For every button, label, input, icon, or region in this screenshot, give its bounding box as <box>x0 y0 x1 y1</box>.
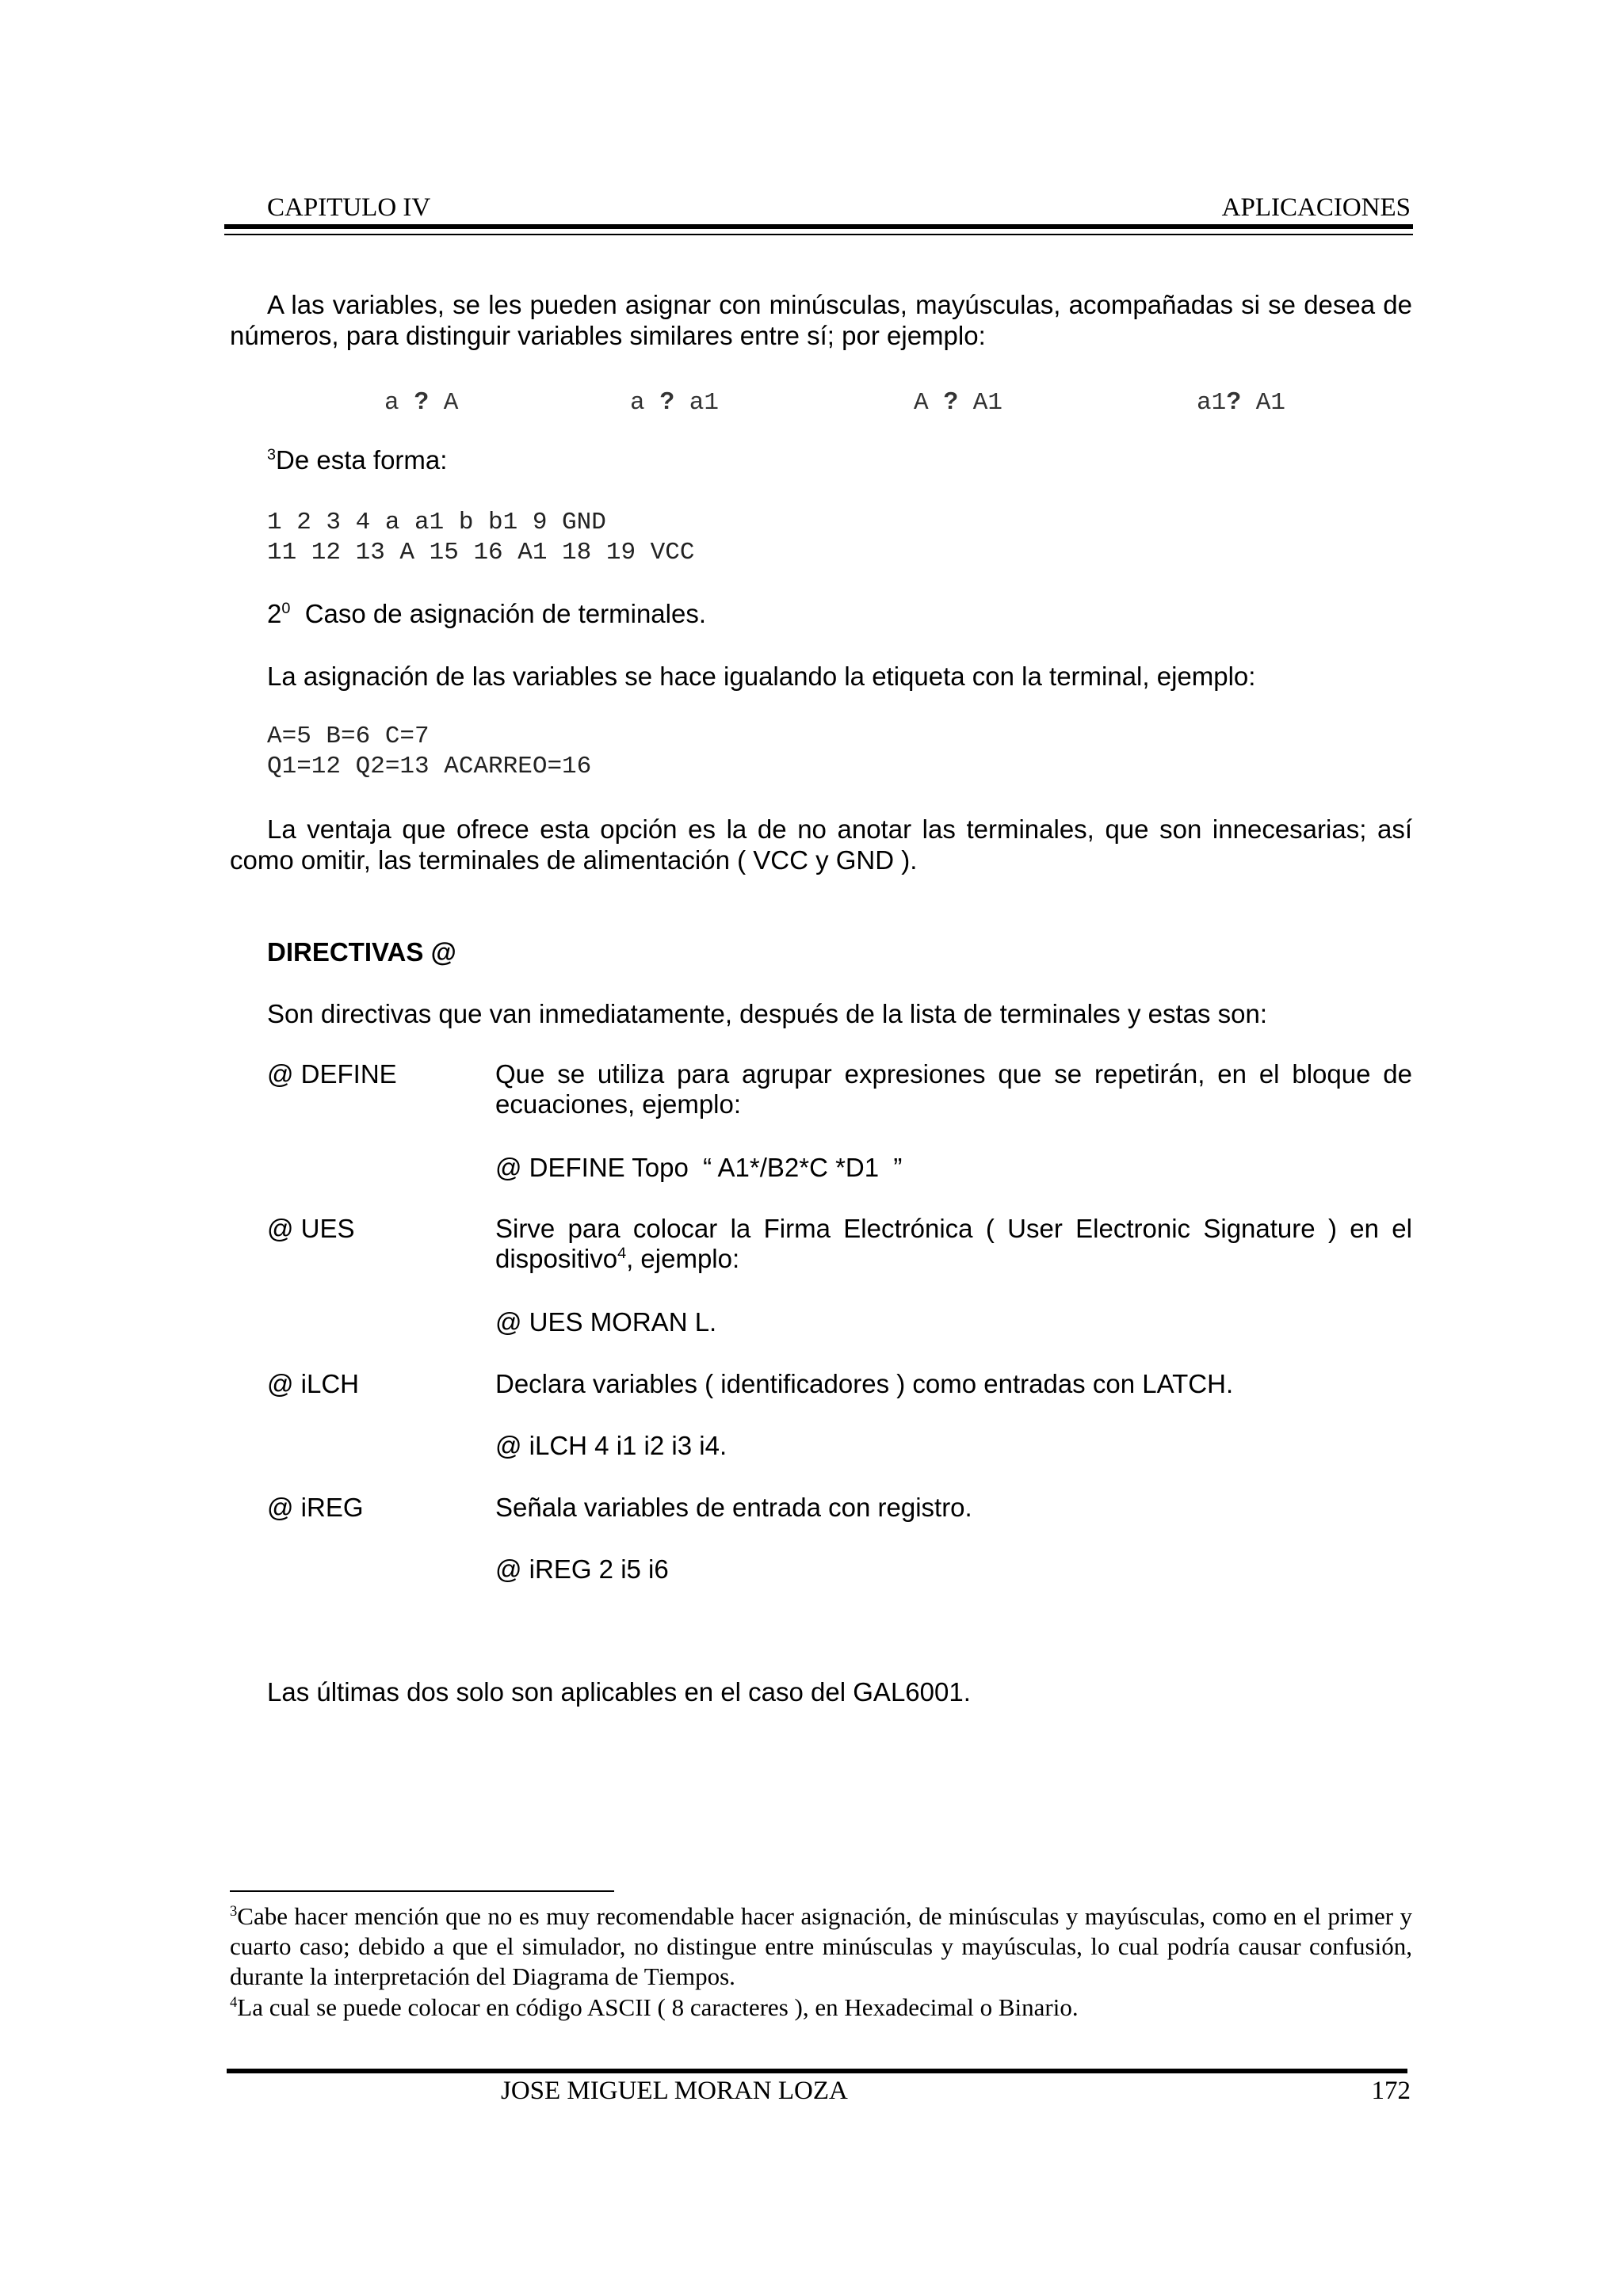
directive-example-ilch: @ iLCH 4 i1 i2 i3 i4. <box>495 1431 727 1460</box>
directive-text-ireg: Señala variables de entrada con registro. <box>495 1493 972 1522</box>
footer-rule <box>227 2069 1407 2073</box>
example-pair-3: A ? A1 <box>914 387 1002 417</box>
directive-label-define: @ DEFINE <box>267 1059 397 1089</box>
pin-list-line-2: 11 12 13 A 15 16 A1 18 19 VCC <box>267 539 695 566</box>
footnote-separator <box>230 1890 614 1892</box>
assign-text: La asignación de las variables se hace igualando la etiqueta con la terminal, ejemplo: <box>267 662 1256 691</box>
advantage-paragraph: La ventaja que ofrece esta opción es la de no anotar las terminales, que son innecesarias; así como omitir, las terminales de alimentación ( VCC y GND ). <box>230 814 1412 875</box>
section-label: APLICACIONES <box>1221 193 1411 222</box>
directive-label-ilch: @ iLCH <box>267 1369 360 1398</box>
footer-author: JOSE MIGUEL MORAN LOZA <box>501 2077 848 2105</box>
header-rule-thick <box>224 224 1413 229</box>
pin-list-line-1: 1 2 3 4 a a1 b b1 9 GND <box>267 509 606 536</box>
header-rule-thin <box>224 234 1413 235</box>
case-heading: $2^0$ Caso de asignación de terminales. <box>267 599 707 628</box>
directive-text-ues: Sirve para colocar la Firma Electrónica ( User Electronic Signature ) en el dispositivo$^4$, ejemplo: <box>495 1214 1412 1273</box>
assign-code-line-1: A=5 B=6 C=7 <box>267 723 430 750</box>
directive-example-ireg: @ iREG 2 i5 i6 <box>495 1554 669 1584</box>
assign-code-line-2: Q1=12 Q2=13 ACARREO=16 <box>267 753 592 780</box>
chapter-label: CAPITULO IV <box>267 193 431 222</box>
form-line: $^3$De esta forma: <box>267 445 448 475</box>
example-pair-1: a ? A <box>384 387 459 417</box>
intro-paragraph: A las variables, se les pueden asignar con minúsculas, mayúsculas, acompañadas si se desea de números, para distinguir variables similares entre sí; por ejemplo: <box>230 290 1412 350</box>
example-pair-2: a ? a1 <box>630 387 719 417</box>
directive-example-define: @ DEFINE Topo “ A1*/B2*C *D1 ” <box>495 1153 903 1182</box>
page-number: 172 <box>1371 2077 1411 2105</box>
directive-text-ilch: Declara variables ( identificadores ) como entradas con LATCH. <box>495 1369 1234 1398</box>
directive-label-ues: @ UES <box>267 1214 355 1243</box>
footnote-ref-4: 4 <box>617 1245 627 1263</box>
directive-text-define: Que se utiliza para agrupar expresiones que se repetirán, en el bloque de ecuaciones, ejemplo: <box>495 1059 1412 1119</box>
directive-label-ireg: @ iREG <box>267 1493 364 1522</box>
footnote-ref-3: 3 <box>267 446 277 464</box>
example-pair-4: a1? A1 <box>1197 387 1285 417</box>
directivas-heading: DIRECTIVAS @ <box>267 937 456 967</box>
directive-example-ues: @ UES MORAN L. <box>495 1307 717 1337</box>
directivas-intro: Son directivas que van inmediatamente, después de la lista de terminales y estas son: <box>267 999 1268 1028</box>
footnote-4: $^4$La cual se puede colocar en código ASCII ( 8 caracteres ), en Hexadecimal o Binario. <box>230 1993 1079 2021</box>
closing-text: Las últimas dos solo son aplicables en el caso del GAL6001. <box>267 1677 971 1707</box>
footnote-3: $^3$Cabe hacer mención que no es muy recomendable hacer asignación, de minúsculas y mayúsculas, como en el primer y cuarto caso; debido a que el simulador, no distingue entre minúsculas y mayúsculas, lo cual podría causar confusión, durante la interpretación del Diagrama de Tiempos. <box>230 1902 1412 1990</box>
